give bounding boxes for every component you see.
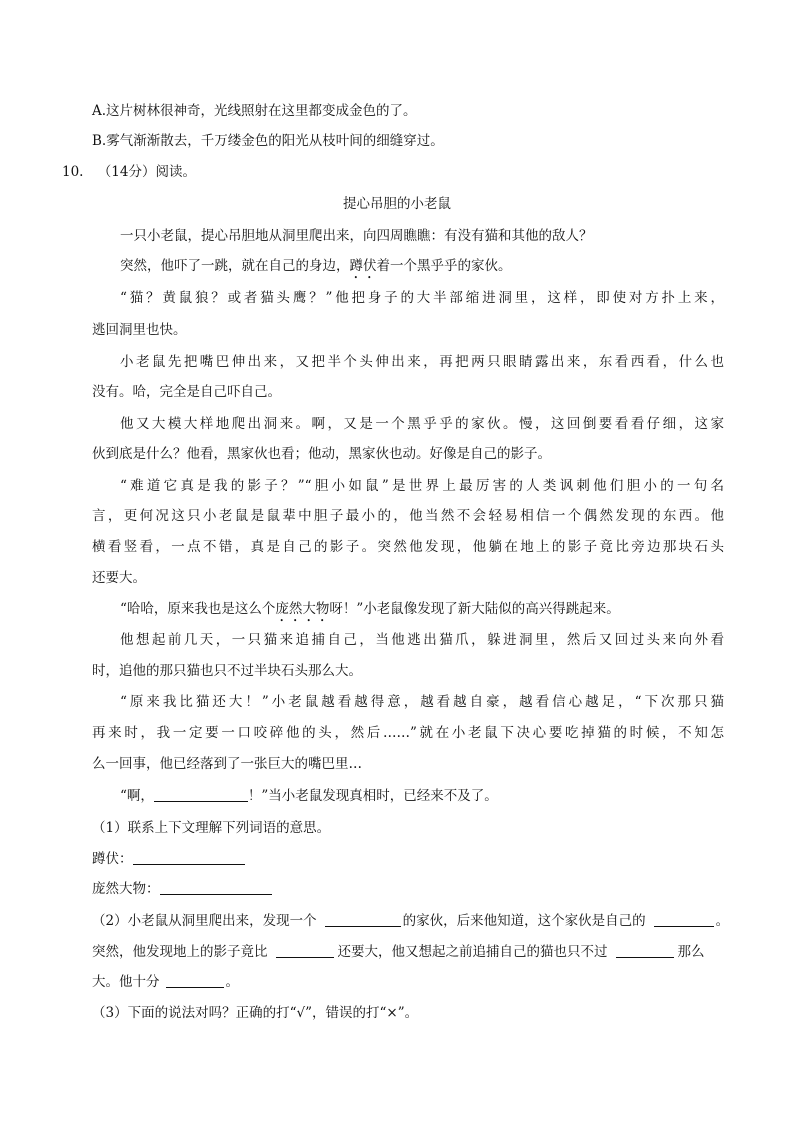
question-number: 10. — [62, 164, 84, 180]
option-a: A.这片树林很神奇，光线照射在这里都变成金色的了。 — [92, 103, 417, 119]
passage-title: 提心吊胆的小老鼠 — [343, 196, 451, 212]
passage-p4-line2: 没有。哈，完全是自己吓自己。 — [92, 384, 281, 400]
sub1-word1-label: 蹲伏： — [92, 851, 133, 867]
passage-p10-before: “啊， — [120, 788, 154, 804]
passage-p6-line2: 言，更何况这只小老鼠是鼠辈中胆子最小的，他当然不会轻易相信一个偶然发现的东西。他 — [92, 508, 724, 524]
passage-p2-after: 着一个黑乎乎的家伙。 — [376, 258, 512, 274]
passage-p5-line1: 他又大模大样地爬出洞来。啊，又是一个黑乎乎的家伙。慢，这回倒要看看仔细，这家 — [120, 416, 724, 432]
sub2-line2 — [92, 942, 728, 962]
passage-p10 — [120, 786, 724, 806]
sub1-word1-row — [92, 849, 724, 869]
sub3-prompt: （3）下面的说法对吗？正确的打“√”，错误的打“×”。 — [92, 1005, 419, 1021]
passage-p7-before: “哈哈，原来我也是这么个 — [120, 601, 276, 617]
passage-p9-line2: 再来时，我一定要一口咬碎他的头，然后……”就在小老鼠下决心要吃掉猫的时候，不知怎 — [92, 725, 724, 741]
answer-blank-cat-size[interactable] — [616, 943, 674, 958]
passage-p8-line1: 他想起前几天，一只猫来追捕自己，当他逃出猫爪，躲进洞里，然后又回过头来向外看 — [120, 632, 724, 648]
passage-p10-after: ！”当小老鼠发现真相时，已经来不及了。 — [247, 788, 498, 804]
option-b: B.雾气渐渐散去，千万缕金色的阳光从枝叶间的细缝穿过。 — [92, 133, 444, 149]
answer-blank-dunfu[interactable] — [133, 850, 245, 865]
question-score: （14分）阅读。 — [97, 164, 196, 180]
passage-p4-line1: 小老鼠先把嘴巴伸出来，又把半个头伸出来，再把两只眼睛露出来，东看西看，什么也 — [120, 354, 724, 370]
passage-p7-after: 呀！”小老鼠像发现了新大陆似的高兴得跳起来。 — [329, 601, 620, 617]
sub2-text: 大。他十分 — [92, 974, 160, 990]
sub2-text: 的家伙，后来他知道，这个家伙是自己的 — [402, 913, 646, 929]
answer-blank-comparison[interactable] — [276, 943, 334, 958]
emphasized-word-dunfu: 蹲伏 — [349, 258, 377, 274]
passage-p8-line2: 时，追他的那只猫也只不过半块石头那么大。 — [92, 663, 362, 679]
passage-p1: 一只小老鼠，提心吊胆地从洞里爬出来，向四周瞧瞧：有没有猫和其他的敌人？ — [120, 228, 593, 244]
passage-p5-line2: 伙到底是什么？他看，黑家伙也看；他动，黑家伙也动。好像是自己的影子。 — [92, 446, 551, 462]
passage-p6-line4: 还要大。 — [92, 570, 146, 586]
sub2-text: 。 — [715, 913, 730, 929]
passage-p7 — [120, 599, 724, 625]
passage-p2-before: 突然，他吓了一跳，就在自己的身边， — [120, 258, 350, 274]
answer-blank-pangran[interactable] — [160, 880, 272, 895]
sub2-line1 — [92, 911, 728, 931]
sub2-text: 那么 — [677, 944, 705, 960]
passage-p3-line1: “猫？黄鼠狼？或者猫头鹰？”他把身子的大半部缩进洞里，这样，即使对方扑上来， — [120, 290, 724, 306]
sub1-prompt: （1）联系上下文理解下列词语的意思。 — [92, 820, 331, 836]
answer-blank-appearance[interactable] — [325, 912, 401, 927]
passage-p6-line3: 横看竖看，一点不错，真是自己的影子。突然他发现，他躺在地上的影子竟比旁边那块石头 — [92, 539, 724, 555]
answer-blank-feeling[interactable] — [166, 973, 224, 988]
sub2-text: （2）小老鼠从洞里爬出来，发现一个 — [92, 913, 317, 929]
passage-p9-line3: 么一回事，他已经落到了一张巨大的嘴巴里… — [92, 756, 362, 772]
sub1-word2-label: 庞然大物： — [92, 881, 160, 897]
passage-p9-line1: “原来我比猫还大！”小老鼠越看越得意，越看越自豪，越看信心越足，“下次那只猫 — [120, 694, 724, 710]
sub2-line3 — [92, 972, 724, 992]
passage-p6-line1: “难道它真是我的影子？”“胆小如鼠”是世界上最厉害的人类讽刺他们胆小的一句名 — [120, 478, 724, 494]
answer-blank-identity[interactable] — [654, 912, 714, 927]
question-header — [62, 162, 724, 182]
sub2-text: 突然，他发现地上的影子竟比 — [92, 944, 268, 960]
passage-p2 — [120, 256, 724, 282]
sub2-text: 。 — [225, 974, 239, 990]
answer-blank-exclamation[interactable] — [154, 787, 248, 802]
passage-p3-line2: 逃回洞里也快。 — [92, 322, 187, 338]
sub2-text: 还要大，他又想起之前追捕自己的猫也只不过 — [337, 944, 608, 960]
sub1-word2-row — [92, 879, 724, 899]
emphasized-word-pangran: 庞然大物 — [275, 601, 330, 617]
